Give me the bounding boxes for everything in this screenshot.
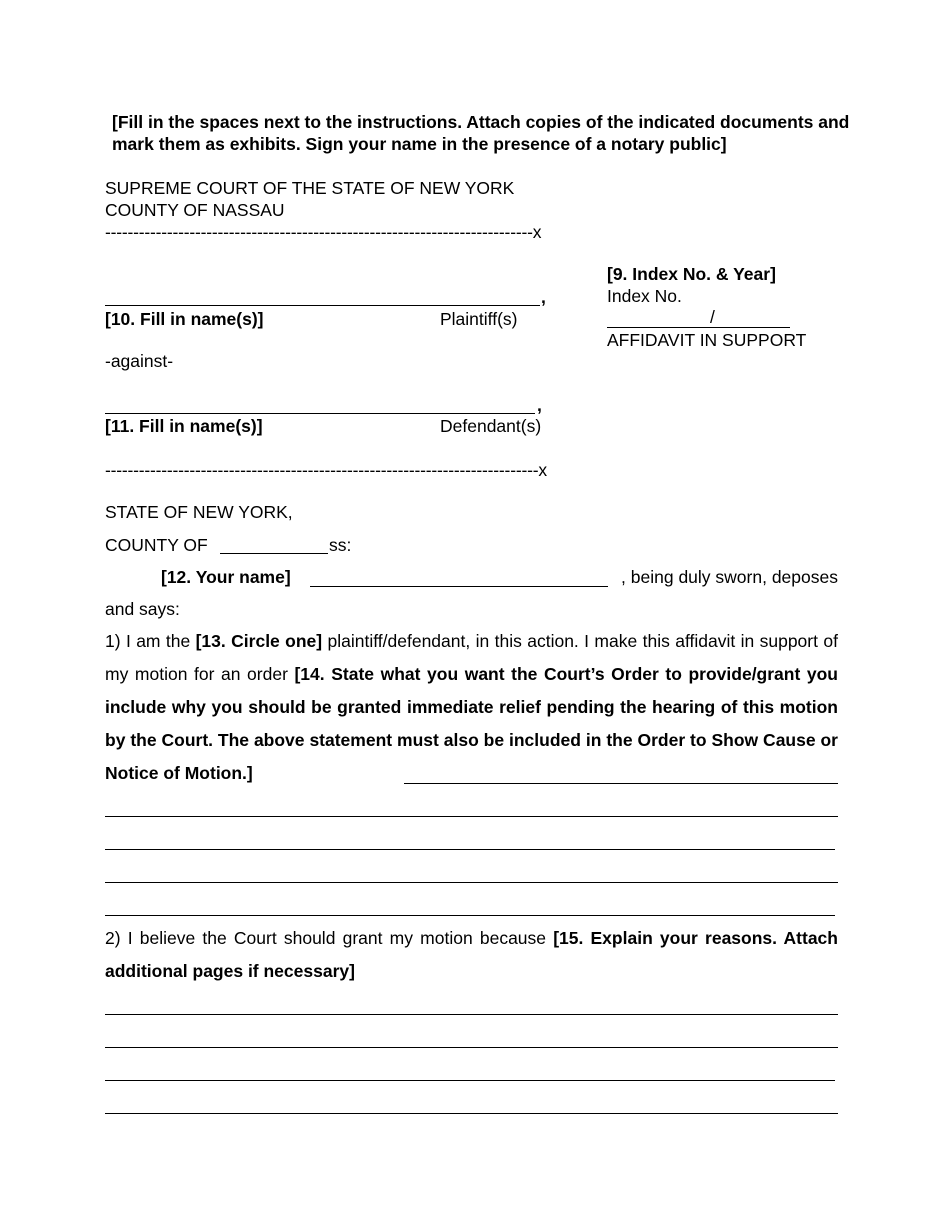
caption-divider-bottom: -----------------------------------------------------------------------------x	[105, 460, 547, 480]
venue-ss: ss:	[329, 535, 352, 555]
plaintiff-comma: ,	[541, 287, 546, 307]
venue-state: STATE OF NEW YORK,	[105, 502, 293, 522]
reasons-line-3[interactable]	[105, 1080, 835, 1081]
order-request-line-1[interactable]	[404, 783, 838, 784]
caption-divider-top: ----------------------------------------------------------------------------x	[105, 222, 542, 242]
defendant-instruction: [11. Fill in name(s)]	[105, 416, 263, 436]
plaintiff-label: Plaintiff(s)	[440, 309, 518, 329]
plaintiff-name-field[interactable]	[105, 305, 540, 306]
and-says: and says:	[105, 599, 180, 619]
index-instruction: [9. Index No. & Year]	[607, 264, 776, 284]
index-slash: /	[710, 307, 715, 327]
venue-county-label: COUNTY OF	[105, 535, 208, 555]
order-instruction: [14. State what you want the Court’s Order to provide/grant you include why you should be granted immediate relief pending the hearing of this motion by the Court. The above statement must also be included in the Order to Show Cause or Notice of Motion.]	[105, 664, 838, 783]
paragraph-2	[105, 922, 838, 988]
sworn-text: , being duly sworn, deposes	[621, 567, 838, 587]
court-county: COUNTY OF NASSAU	[105, 200, 285, 220]
order-request-line-2[interactable]	[105, 816, 838, 817]
p1-mid: plaintiff/defendant, in this action. I make this affidavit in support of my motion for an order	[105, 631, 838, 684]
p2-prefix: 2) I believe the Court should grant my motion because	[105, 928, 547, 948]
name-instruction: [12. Your name]	[161, 567, 291, 587]
index-number-field[interactable]	[607, 327, 790, 328]
reasons-line-4[interactable]	[105, 1113, 838, 1114]
index-label: Index No.	[607, 286, 682, 306]
your-name-field[interactable]	[310, 586, 608, 587]
order-request-line-5[interactable]	[105, 915, 835, 916]
order-request-line-3[interactable]	[105, 849, 835, 850]
reasons-line-1[interactable]	[105, 1014, 838, 1015]
order-request-line-4[interactable]	[105, 882, 838, 883]
p1-prefix: 1) I am the	[105, 631, 191, 651]
venue-county-field[interactable]	[220, 553, 328, 554]
against-label: -against-	[105, 351, 174, 371]
reasons-line-2[interactable]	[105, 1047, 838, 1048]
plaintiff-instruction: [10. Fill in name(s)]	[105, 309, 264, 329]
document-title: AFFIDAVIT IN SUPPORT	[607, 330, 807, 350]
instructions-banner: [Fill in the spaces next to the instructions. Attach copies of the indicated documents and mark them as exhibits. Sign your name in the presence of a notary public]	[112, 112, 850, 154]
paragraph-1	[105, 625, 838, 790]
circle-one-instruction: [13. Circle one]	[195, 631, 323, 651]
court-name: SUPREME COURT OF THE STATE OF NEW YORK	[105, 178, 515, 198]
defendant-label: Defendant(s)	[440, 416, 542, 436]
defendant-name-field[interactable]	[105, 413, 535, 414]
defendant-comma: ,	[537, 395, 542, 415]
reasons-instruction: [15. Explain your reasons. Attach additional pages if necessary]	[105, 928, 838, 981]
